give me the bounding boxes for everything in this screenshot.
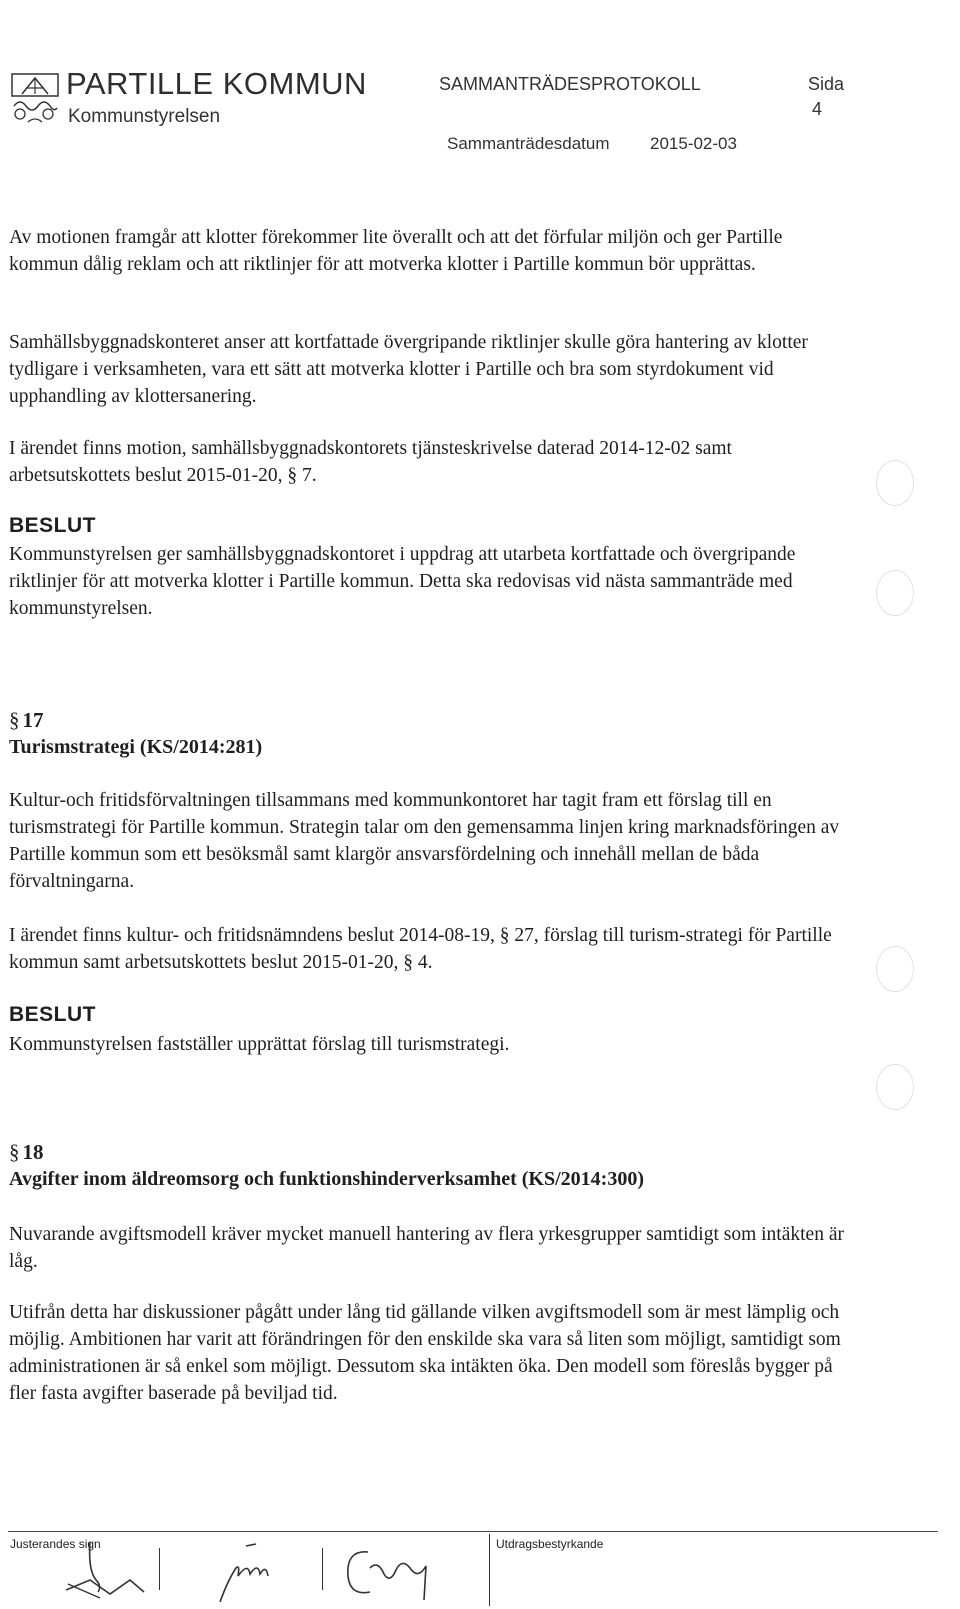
decision-text: Kommunstyrelsen ger samhällsbyggnadskontoret i uppdrag att utarbeta kortfattade och övergripande riktlinjer för att motverka klotter i Partille kommun. Detta ska redovisas vid nästa sammanträde med kommunstyrelsen.: [9, 544, 796, 619]
section-title: Turismstrategi (KS/2014:281): [9, 736, 263, 758]
punch-hole: [876, 460, 914, 506]
paragraph: Kultur-och fritidsförvaltningen tillsammans med kommunkontoret har tagit fram ett förslag till en turismstrategi för Partille kommun. Strategin talar om den gemensamma linjen kring marknadsföringen av Partille kommun som ett besöksmål samt klargör ansvarsfördelning och innehåll mellan de båda förvaltningarna.: [9, 790, 840, 892]
page-number: 4: [812, 99, 823, 119]
handwritten-signature: [210, 1540, 290, 1604]
punch-hole: [876, 946, 914, 992]
paragraph: Utifrån detta har diskussioner pågått under lång tid gällande vilken avgiftsmodell som är mest lämplig och möjlig. Ambitionen har varit att förändringen för den enskilde ska vara så liten som möjligt, samtidigt som administrationen är så enkel som möjligt. Dessutom ska intäkten öka. Den modell som föreslås bygger på fler fasta avgifter baserade på beviljad tid.: [9, 1302, 841, 1404]
decision-heading: BESLUT: [9, 1003, 96, 1026]
section-symbol: §: [9, 708, 20, 732]
section-number: [9, 708, 44, 733]
section-number: [9, 1140, 44, 1165]
decision-heading: BESLUT: [9, 514, 96, 537]
partille-coat-of-arms-icon: [10, 72, 60, 128]
paragraph: I ärendet finns motion, samhällsbyggnadskontorets tjänsteskrivelse daterad 2014-12-02 samt arbetsutskottets beslut 2015-01-20, § 7.: [9, 438, 732, 486]
signature-divider: [159, 1548, 160, 1590]
punch-hole: [876, 1064, 914, 1110]
decision-text: Kommunstyrelsen fastställer upprättat förslag till turismstrategi.: [9, 1034, 510, 1055]
footer-divider: [8, 1531, 938, 1532]
paragraph: Av motionen framgår att klotter förekommer lite överallt och att det förfular miljön och ger Partille kommun dålig reklam och att riktlinjer för att motverka klotter i Partille kommun bör upprättas.: [9, 227, 783, 275]
document-type: SAMMANTRÄDESPROTOKOLL: [439, 74, 701, 94]
signature-divider: [322, 1548, 323, 1590]
meeting-date-value: 2015-02-03: [650, 134, 737, 153]
paragraph: Samhällsbyggnadskonteret anser att kortfattade övergripande riktlinjer skulle göra hantering av klotter tydligare i verksamheten, vara ett sätt att motverka klotter i Partille och bra som styrdokument vid upphandling av klottersanering.: [9, 332, 808, 407]
page-label: Sida: [808, 74, 845, 94]
handwritten-signature: [340, 1540, 440, 1604]
meeting-date-label: Sammanträdesdatum: [447, 134, 610, 153]
paragraph: Nuvarande avgiftsmodell kräver mycket manuell hantering av flera yrkesgrupper samtidigt som intäkten är låg.: [9, 1224, 844, 1272]
department-name: Kommunstyrelsen: [68, 106, 221, 127]
punch-hole: [876, 570, 914, 616]
paragraph: I ärendet finns kultur- och fritidsnämndens beslut 2014-08-19, § 27, förslag till turism-strategi för Partille kommun samt arbetsutskottets beslut 2015-01-20, § 4.: [9, 925, 832, 973]
handwritten-signature: [60, 1540, 150, 1600]
justerande-sign-label: Justerandes sign: [10, 1537, 101, 1551]
section-number-value: 17: [22, 708, 44, 732]
footer-column-divider: [489, 1534, 490, 1606]
section-title: Avgifter inom äldreomsorg och funktionshinderverksamhet (KS/2014:300): [9, 1168, 644, 1190]
utdrag-label: Utdragsbestyrkande: [496, 1537, 604, 1551]
section-number-value: 18: [22, 1140, 44, 1164]
org-name: PARTILLE KOMMUN: [66, 66, 367, 101]
section-symbol: §: [9, 1140, 20, 1164]
